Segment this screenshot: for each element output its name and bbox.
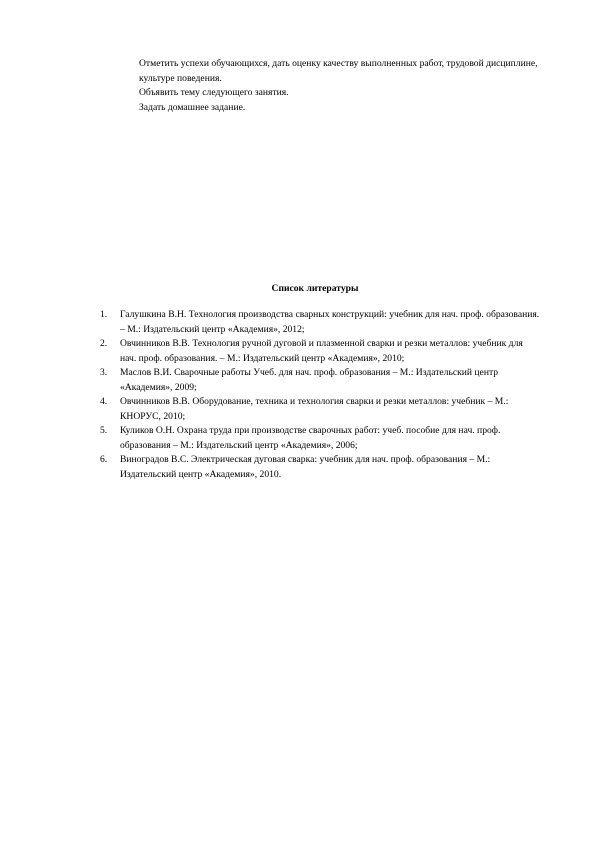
list-item-number: 4. <box>100 396 108 407</box>
bibliography-heading: Список литературы <box>271 283 359 294</box>
list-item <box>100 424 540 453</box>
list-item <box>100 308 540 337</box>
list-item <box>100 395 540 424</box>
list-item-number: 5. <box>100 425 108 436</box>
list-item <box>100 453 540 482</box>
list-item-text: Овчинников В.В. Технология ручной дуговой и плазменной сварки и резки металлов: учебник для нач. проф. образования. – М.: Издательский центр «Академия», 2010; <box>120 338 523 364</box>
list-item <box>100 337 540 366</box>
list-item-number: 2. <box>100 338 108 349</box>
instruction-line: Отметить успехи обучающихся, дать оценку качеству выполненных работ, трудовой дисциплине, культуре поведения. <box>139 58 538 84</box>
list-item-text: Виноградов В.С. Электрическая дуговая сварка: учебник для нач. проф. образования – М.: Издательский центр «Академия», 2010. <box>120 454 491 480</box>
instruction-line: Задать домашнее задание. <box>139 101 246 113</box>
list-item-number: 3. <box>100 367 108 378</box>
instruction-line: Объявить тему следующего занятия. <box>139 87 289 98</box>
list-item <box>100 366 540 395</box>
list-item-text: Овчинников В.В. Оборудование, техника и технология сварки и резки металлов: учебник – М.: КНОРУС, 2010; <box>120 396 509 422</box>
list-item-number: 6. <box>100 454 108 465</box>
lesson-instructions <box>139 57 549 115</box>
list-item-text: Куликов О.Н. Охрана труда при производстве сварочных работ: учеб. пособие для нач. проф. образования – М.: Издательский центр «Академия», 2006; <box>120 425 501 451</box>
list-item-text: Галушкина В.Н. Технология производства сварных конструкций: учебник для нач. проф. образования. – М.: Издательский центр «Академия», 2012; <box>120 309 540 335</box>
list-item-text: Маслов В.И. Сварочные работы Учеб. для нач. проф. образования – М.: Издательский центр «Академия», 2009; <box>120 367 499 393</box>
list-item-number: 1. <box>100 309 108 320</box>
bibliography-list <box>100 308 540 482</box>
